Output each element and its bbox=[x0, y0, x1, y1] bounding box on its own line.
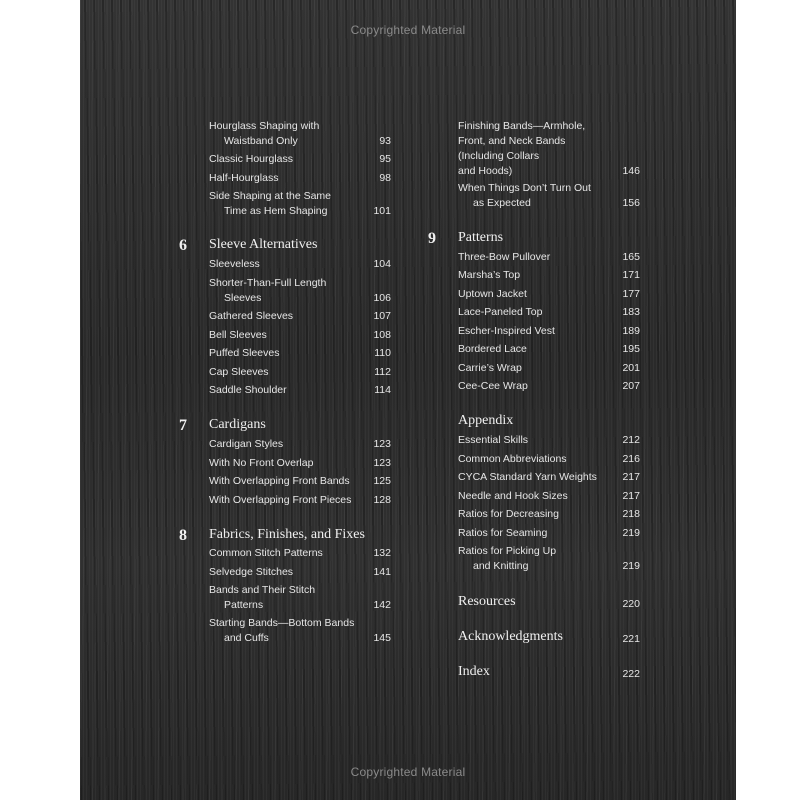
toc-entry-page: 145 bbox=[373, 632, 391, 644]
toc-entry[interactable] bbox=[458, 470, 640, 485]
toc-entry-page: 104 bbox=[373, 258, 391, 270]
toc-entry-page: 219 bbox=[622, 560, 640, 572]
toc-entry-title: When Things Don’t Turn Out bbox=[458, 182, 591, 194]
toc-entry-title: Lace-Paneled Top bbox=[458, 306, 543, 318]
toc-entry-page: 106 bbox=[373, 292, 391, 304]
toc-entry-title: Ratios for Seaming bbox=[458, 527, 548, 539]
toc-entry-page: 95 bbox=[379, 153, 391, 165]
toc-entry-title: With No Front Overlap bbox=[209, 457, 314, 469]
toc-entry[interactable] bbox=[209, 365, 391, 380]
toc-entry-title: Ratios for Picking Up bbox=[458, 545, 557, 557]
toc-entry[interactable] bbox=[458, 507, 640, 522]
toc-entry[interactable] bbox=[458, 305, 640, 320]
backmatter-page: 221 bbox=[622, 633, 640, 645]
toc-entry-title: Bordered Lace bbox=[458, 343, 527, 355]
toc-entry-title: Uptown Jacket bbox=[458, 288, 527, 300]
toc-entry-page: 114 bbox=[374, 384, 391, 396]
toc-entry-title: Puffed Sleeves bbox=[209, 347, 280, 359]
chapter-number: 7 bbox=[179, 417, 187, 434]
backmatter-page: 222 bbox=[622, 668, 640, 680]
toc-entry-page: 142 bbox=[373, 599, 391, 611]
toc-entry-page: 123 bbox=[373, 457, 391, 469]
toc-entry-page: 189 bbox=[622, 325, 640, 337]
backmatter-title: Acknowledgments bbox=[458, 629, 563, 644]
chapter-number: 6 bbox=[179, 237, 187, 254]
toc-entry[interactable] bbox=[209, 309, 391, 324]
toc-entry[interactable] bbox=[209, 189, 391, 219]
toc-entry[interactable] bbox=[458, 250, 640, 265]
toc-entry-title: Marsha’s Top bbox=[458, 269, 521, 281]
toc-entry-title: Sleeves bbox=[224, 292, 262, 304]
toc-backmatter-index[interactable] bbox=[458, 664, 640, 682]
toc-entry[interactable] bbox=[209, 437, 391, 452]
toc-entry-title: Classic Hourglass bbox=[209, 153, 294, 165]
toc-entry[interactable] bbox=[209, 257, 391, 272]
chapter-title[interactable]: Sleeve Alternatives bbox=[209, 237, 318, 252]
toc-entry-title: Saddle Shoulder bbox=[209, 384, 287, 396]
chapter-title[interactable]: Patterns bbox=[458, 230, 504, 245]
toc-entry-title: Bell Sleeves bbox=[209, 329, 267, 341]
toc-entry-title: With Overlapping Front Bands bbox=[209, 475, 350, 487]
toc-entry[interactable] bbox=[458, 268, 640, 283]
toc-entry[interactable] bbox=[209, 328, 391, 343]
toc-entry-title: Shorter-Than-Full Length bbox=[209, 277, 327, 289]
toc-entry[interactable] bbox=[458, 361, 640, 376]
watermark-top: Copyrighted Material bbox=[350, 23, 466, 37]
toc-entry[interactable] bbox=[209, 171, 391, 186]
toc-entry-page: 183 bbox=[622, 306, 640, 318]
toc-entry-page: 218 bbox=[622, 508, 640, 520]
toc-entry-title: Cap Sleeves bbox=[209, 366, 269, 378]
toc-backmatter-resources[interactable] bbox=[458, 594, 640, 612]
toc-entry-title: Three-Bow Pullover bbox=[458, 251, 551, 263]
toc-entry-page: 165 bbox=[622, 251, 640, 263]
toc-entry-title: Gathered Sleeves bbox=[209, 310, 294, 322]
toc-entry[interactable] bbox=[209, 119, 391, 149]
toc-entry-title: Half-Hourglass bbox=[209, 172, 279, 184]
toc-entry[interactable] bbox=[458, 119, 640, 179]
toc-entry-page: 141 bbox=[373, 566, 391, 578]
toc-entry-page: 177 bbox=[622, 288, 640, 300]
toc-entry-page: 207 bbox=[622, 380, 640, 392]
toc-entry-page: 212 bbox=[622, 434, 640, 446]
toc-entry-page: 101 bbox=[373, 205, 391, 217]
toc-entry-page: 112 bbox=[374, 366, 391, 378]
toc-entry-title: Cardigan Styles bbox=[209, 438, 284, 450]
toc-entry[interactable] bbox=[209, 346, 391, 361]
toc-entry[interactable] bbox=[458, 544, 640, 574]
toc-entry-title: Essential Skills bbox=[458, 434, 529, 446]
toc-entry-title: and Hoods) bbox=[458, 165, 513, 177]
toc-entry-title: CYCA Standard Yarn Weights bbox=[458, 471, 597, 483]
toc-entry[interactable] bbox=[209, 456, 391, 471]
toc-entry-page: 217 bbox=[622, 471, 640, 483]
toc-entry-page: 128 bbox=[373, 494, 391, 506]
toc-entry-title: Carrie’s Wrap bbox=[458, 362, 522, 374]
chapter-number: 8 bbox=[179, 527, 187, 544]
appendix-title[interactable]: Appendix bbox=[458, 413, 514, 428]
toc-entry-title: Starting Bands—Bottom Bands bbox=[209, 617, 355, 629]
toc-entry-title: Common Stitch Patterns bbox=[209, 547, 323, 559]
toc-entry-title: Escher-Inspired Vest bbox=[458, 325, 555, 337]
watermark-bottom: Copyrighted Material bbox=[350, 765, 466, 779]
toc-entry-title: Front, and Neck Bands bbox=[458, 135, 566, 147]
toc-entry-page: 93 bbox=[379, 135, 391, 147]
toc-entry[interactable] bbox=[458, 181, 640, 211]
backmatter-title: Resources bbox=[458, 594, 516, 609]
toc-entry-page: 219 bbox=[622, 527, 640, 539]
toc-entry-title: Finishing Bands—Armhole, bbox=[458, 120, 586, 132]
chapter-title[interactable]: Fabrics, Finishes, and Fixes bbox=[209, 527, 365, 542]
toc-entry-page: 216 bbox=[622, 453, 640, 465]
toc-entry-page: 132 bbox=[373, 547, 391, 559]
toc-entry-page: 98 bbox=[379, 172, 391, 184]
toc-entry[interactable] bbox=[209, 493, 391, 508]
toc-entry-title: Ratios for Decreasing bbox=[458, 508, 559, 520]
toc-entry-title: Waistband Only bbox=[224, 135, 298, 147]
toc-entry[interactable] bbox=[209, 152, 391, 167]
backmatter-title: Index bbox=[458, 664, 490, 679]
toc-entry-page: 171 bbox=[622, 269, 640, 281]
toc-entry-title: Hourglass Shaping with bbox=[209, 120, 320, 132]
chapter-title[interactable]: Cardigans bbox=[209, 417, 266, 432]
toc-entry-page: 146 bbox=[622, 165, 640, 177]
toc-entry[interactable] bbox=[458, 324, 640, 339]
toc-entry[interactable] bbox=[209, 276, 391, 306]
toc-entry[interactable] bbox=[209, 383, 391, 398]
toc-entry-title: Patterns bbox=[224, 599, 264, 611]
toc-entry[interactable] bbox=[458, 433, 640, 448]
toc-entry-page: 107 bbox=[373, 310, 391, 322]
toc-entry-title: Time as Hem Shaping bbox=[224, 205, 328, 217]
toc-entry-title: Side Shaping at the Same bbox=[209, 190, 332, 202]
toc-entry[interactable] bbox=[458, 452, 640, 467]
toc-entry-title: as Expected bbox=[473, 197, 531, 209]
toc-entry[interactable] bbox=[209, 583, 391, 613]
toc-entry[interactable] bbox=[458, 342, 640, 357]
toc-entry-title: Common Abbreviations bbox=[458, 453, 567, 465]
toc-backmatter-acknowledgments[interactable] bbox=[458, 629, 640, 647]
toc-entry-page: 156 bbox=[622, 197, 640, 209]
toc-entry[interactable] bbox=[458, 526, 640, 541]
toc-entry[interactable] bbox=[209, 565, 391, 580]
toc-entry-title: Needle and Hook Sizes bbox=[458, 490, 568, 502]
toc-entry-title: Selvedge Stitches bbox=[209, 566, 294, 578]
toc-entry-page: 201 bbox=[622, 362, 640, 374]
toc-entry-title: Cee-Cee Wrap bbox=[458, 380, 528, 392]
toc-entry-page: 123 bbox=[373, 438, 391, 450]
toc-entry[interactable] bbox=[458, 489, 640, 504]
toc-entry[interactable] bbox=[458, 379, 640, 394]
chapter-number: 9 bbox=[428, 230, 436, 247]
toc-entry-title: and Knitting bbox=[473, 560, 529, 572]
toc-entry[interactable] bbox=[209, 474, 391, 489]
toc-entry-page: 195 bbox=[622, 343, 640, 355]
toc-entry-page: 110 bbox=[374, 347, 391, 359]
toc-entry[interactable] bbox=[458, 287, 640, 302]
toc-entry[interactable] bbox=[209, 546, 391, 561]
toc-entry[interactable] bbox=[209, 616, 391, 646]
toc-page bbox=[80, 0, 736, 800]
toc-entry-title: and Cuffs bbox=[224, 632, 269, 644]
toc-entry-title: Sleeveless bbox=[209, 258, 260, 270]
toc-entry-page: 217 bbox=[622, 490, 640, 502]
toc-entry-page: 125 bbox=[373, 475, 391, 487]
toc-entry-title: (Including Collars bbox=[458, 150, 540, 162]
toc-entry-title: With Overlapping Front Pieces bbox=[209, 494, 352, 506]
toc-entry-page: 108 bbox=[373, 329, 391, 341]
backmatter-page: 220 bbox=[622, 598, 640, 610]
toc-entry-title: Bands and Their Stitch bbox=[209, 584, 316, 596]
